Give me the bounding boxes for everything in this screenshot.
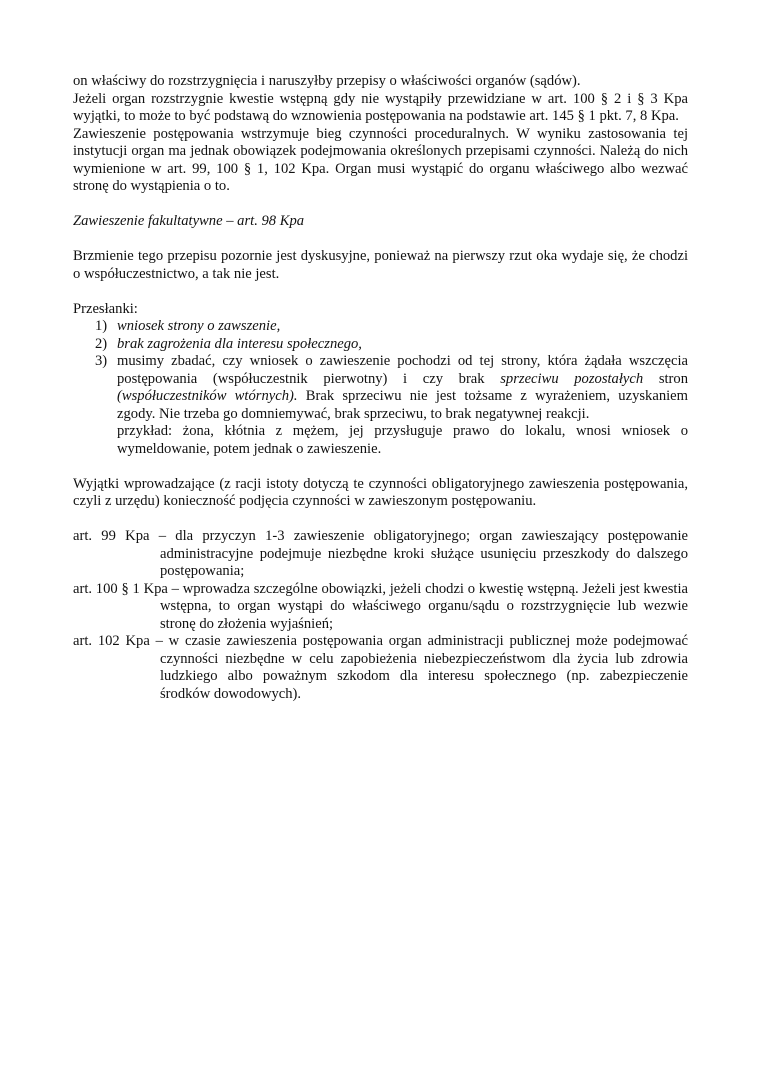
list-item-emphasis: sprzeciwu pozostałych [500, 370, 644, 387]
spacer [73, 458, 688, 476]
section-heading: Zawieszenie fakultatywne – art. 98 Kpa [73, 213, 305, 229]
list-item [73, 318, 688, 336]
spacer [73, 283, 688, 301]
premises-list [73, 318, 688, 423]
list-item-text: brak zagrożenia dla interesu społecznego, [117, 335, 362, 352]
list-item-text: Brak sprzeciwu nie jest tożsame z wyrażeniem, uzyskaniem zgody. Nie trzeba go domniemywać, brak sprzeciwu, to brak negatywnej reakcji. [117, 388, 689, 422]
intro-paragraph-1: on właściwy do rozstrzygnięcia i naruszyłby przepisy o właściwości organów (sądów). [73, 73, 581, 89]
list-item-text: wniosek strony o zawszenie, [117, 318, 281, 334]
article-entry-99: art. 99 Kpa – dla przyczyn 1-3 zawieszenie obligatoryjnego; organ zawieszający postępowanie administracyjne podejmuje niezbędne kroki służące usunięciu przeszkody do dalszego postępowania; [73, 528, 688, 579]
example-paragraph: przykład: żona, kłótnia z mężem, jej przysługuje prawo do lokalu, wnosi wniosek o wymeldowanie, potem jednak o zawieszenie. [117, 423, 688, 457]
intro-paragraph-3: Zawieszenie postępowania wstrzymuje bieg czynności proceduralnych. W wyniku zastosowania tej instytucji organ ma jednak obowiązek podejmowania określonych przepisami czynności. Należą do nich wymienione w art. 99, 100 § 1, 102 Kpa. Organ musi wystąpić do organu właściwego albo wezwać stronę do wystąpienia o to. [73, 125, 688, 194]
exceptions-paragraph: Wyjątki wprowadzające (z racji istoty dotyczą te czynności obligatoryjnego zawieszenia postępowania, czyli z urzędu) konieczność podjęcia czynności w zawieszonym postępowaniu. [73, 475, 688, 509]
list-item [73, 353, 688, 423]
premises-label: Przesłanki: [73, 300, 138, 317]
list-item-number: 1) [95, 318, 108, 334]
spacer [73, 196, 688, 214]
list-item-number: 2) [95, 335, 108, 352]
list-item-text: musimy zbadać, czy wniosek o zawieszenie pochodzi od tej strony, która żądała wszczęcia postępowania (współuczestnik pierwotny) i czy brak [117, 353, 688, 387]
document-page [73, 73, 688, 703]
section-intro: Brzmienie tego przepisu pozornie jest dyskusyjne, ponieważ na pierwszy rzut oka wydaje się, że chodzi o współuczestnictwo, a tak nie jest. [73, 248, 688, 282]
list-item-emphasis: (współuczestników wtórnych). [117, 388, 298, 404]
spacer [73, 231, 688, 249]
list-item-number: 3) [95, 353, 108, 369]
list-item-text: stron [643, 370, 689, 387]
intro-paragraph-2: Jeżeli organ rozstrzygnie kwestie wstępną gdy nie wystąpiły przewidziane w art. 100 § 2 i § 3 Kpa wyjątki, to może to być podstawą do wznowienia postępowania na podstawie art. 145 § 1 pkt. 7, 8 Kpa. [73, 90, 688, 124]
list-item [73, 336, 688, 354]
article-entry-100: art. 100 § 1 Kpa – wprowadza szczególne obowiązki, jeżeli chodzi o kwestię wstępną. Jeżeli jest kwestia wstępna, to organ wystąpi do właściwego organu/sądu o rozstrzygnięcie lub wezwie stronę do złożenia wyjaśnień; [73, 580, 688, 632]
article-entry-102: art. 102 Kpa – w czasie zawieszenia postępowania organ administracji publicznej może podejmować czynności niezbędne w celu zapobieżenia niebezpieczeństwom dla życia lub zdrowia ludzkiego albo poważnym szkodom dla interesu społecznego (np. zabezpieczenie środków dowodowych). [73, 633, 688, 702]
spacer [73, 511, 688, 529]
